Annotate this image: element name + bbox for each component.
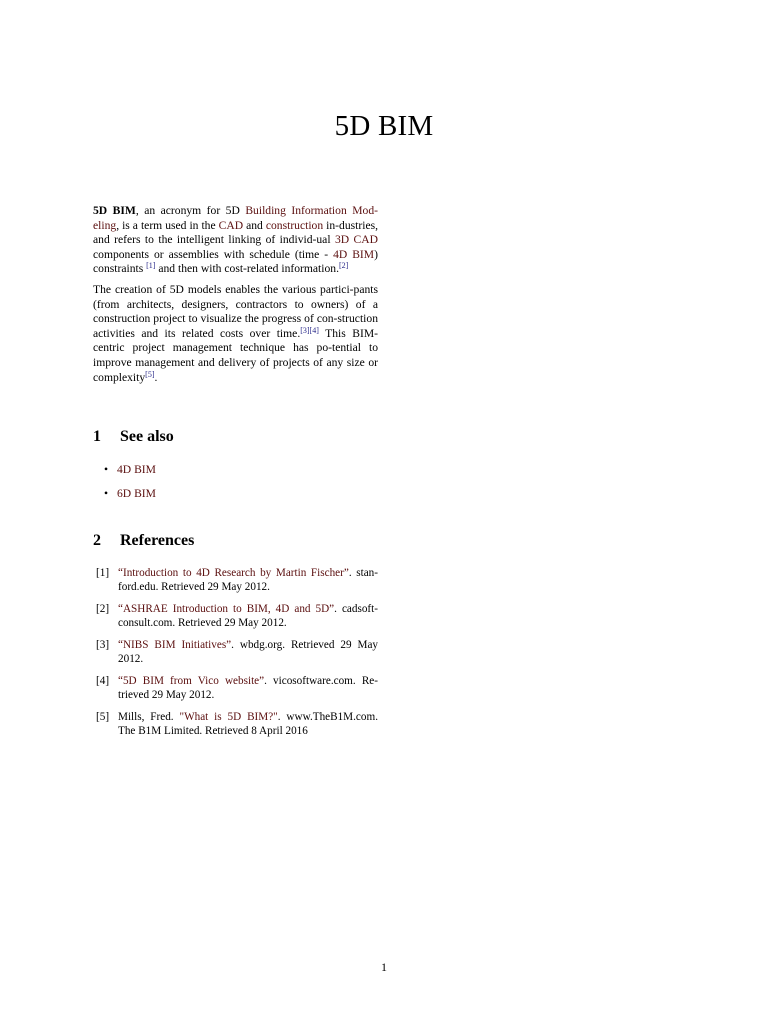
citation-5[interactable]: [5] — [145, 369, 155, 379]
citation-1[interactable]: [1] — [146, 261, 156, 271]
link-3d-cad[interactable]: 3D CAD — [334, 233, 379, 247]
reference-number: [4] — [96, 675, 110, 687]
section-title: See also — [120, 428, 174, 445]
reference-link[interactable]: "What is 5D BIM?" — [179, 711, 278, 723]
link-4d-bim[interactable]: 4D BIM — [333, 247, 375, 261]
reference-link[interactable]: “NIBS BIM Initiatives” — [118, 639, 232, 651]
body-column — [93, 204, 378, 391]
reference-text: . www.TheB1M.com. The B1M Limited. Retrieved 8 April 2016 — [118, 711, 378, 737]
reference-item — [93, 602, 378, 630]
section-heading-references — [93, 532, 194, 550]
link-construction[interactable]: construction — [265, 218, 324, 232]
para-text: . — [154, 370, 158, 384]
reference-item — [93, 566, 378, 594]
reference-item — [93, 638, 378, 666]
page-number: 1 — [381, 960, 387, 974]
bullet-icon: • — [104, 463, 109, 476]
reference-text: . wbdg.org. Retrieved 29 May 2012. — [118, 639, 378, 665]
reference-item — [93, 710, 378, 738]
intro-text: ) constraints — [93, 247, 378, 276]
list-item — [104, 487, 156, 511]
reference-text: . vicosoftware.com. Re-trieved 29 May 2012. — [118, 675, 378, 701]
intro-text: and then with cost-related information. — [155, 262, 339, 276]
citation-3[interactable]: [3] — [300, 325, 310, 335]
link-building-information-modeling[interactable]: Building Information Mod-eling — [93, 204, 378, 232]
section-heading-see-also — [93, 428, 174, 446]
section-title: References — [120, 532, 195, 549]
reference-number: [3] — [96, 639, 110, 651]
reference-number: [5] — [96, 711, 110, 723]
section-number: 2 — [93, 532, 101, 549]
reference-number: [2] — [96, 603, 110, 615]
reference-text: . cadsoft-consult.com. Retrieved 29 May 2012. — [118, 603, 378, 629]
reference-item — [93, 674, 378, 702]
reference-link[interactable]: “Introduction to 4D Research by Martin Fischer” — [118, 567, 349, 579]
intro-text: , is a term used in the — [116, 218, 219, 232]
link-see-also-6d-bim[interactable]: 6D BIM — [117, 487, 156, 500]
references-list — [93, 566, 378, 746]
reference-number: [1] — [96, 567, 110, 579]
list-item — [104, 463, 156, 487]
see-also-list — [104, 463, 156, 511]
intro-paragraph — [93, 204, 378, 277]
section-number: 1 — [93, 428, 101, 445]
intro-text: components or assemblies with schedule (time - — [93, 247, 334, 261]
intro-text: in-dustries, and refers to the intelligent linking of individ-ual — [93, 218, 378, 247]
reference-link[interactable]: “5D BIM from Vico website” — [118, 675, 265, 687]
page-title: 5D BIM — [334, 110, 434, 142]
citation-4[interactable]: [4] — [309, 325, 319, 335]
intro-text: and — [243, 218, 266, 232]
link-cad[interactable]: CAD — [218, 218, 244, 232]
link-see-also-4d-bim[interactable]: 4D BIM — [117, 463, 156, 476]
second-paragraph — [93, 283, 378, 385]
citation-2[interactable]: [2] — [338, 261, 349, 271]
reference-link[interactable]: “ASHRAE Introduction to BIM, 4D and 5D” — [118, 603, 335, 615]
para-text: This BIM-centric project management technique has po-tential to improve management and delivery of projects of any size or complexity — [93, 326, 378, 384]
intro-text: , an acronym for 5D — [135, 204, 246, 217]
bullet-icon: • — [104, 487, 109, 500]
reference-text: . stan-ford.edu. Retrieved 29 May 2012. — [118, 567, 378, 593]
reference-text: Mills, Fred. — [118, 711, 180, 723]
para-text: The creation of 5D models enables the various partici-pants (from architects, designers, contractors to owners) of a construction project to visualize the progress of con-struction activities and its related costs over time. — [93, 282, 378, 340]
term-bold: 5D BIM — [93, 204, 136, 217]
